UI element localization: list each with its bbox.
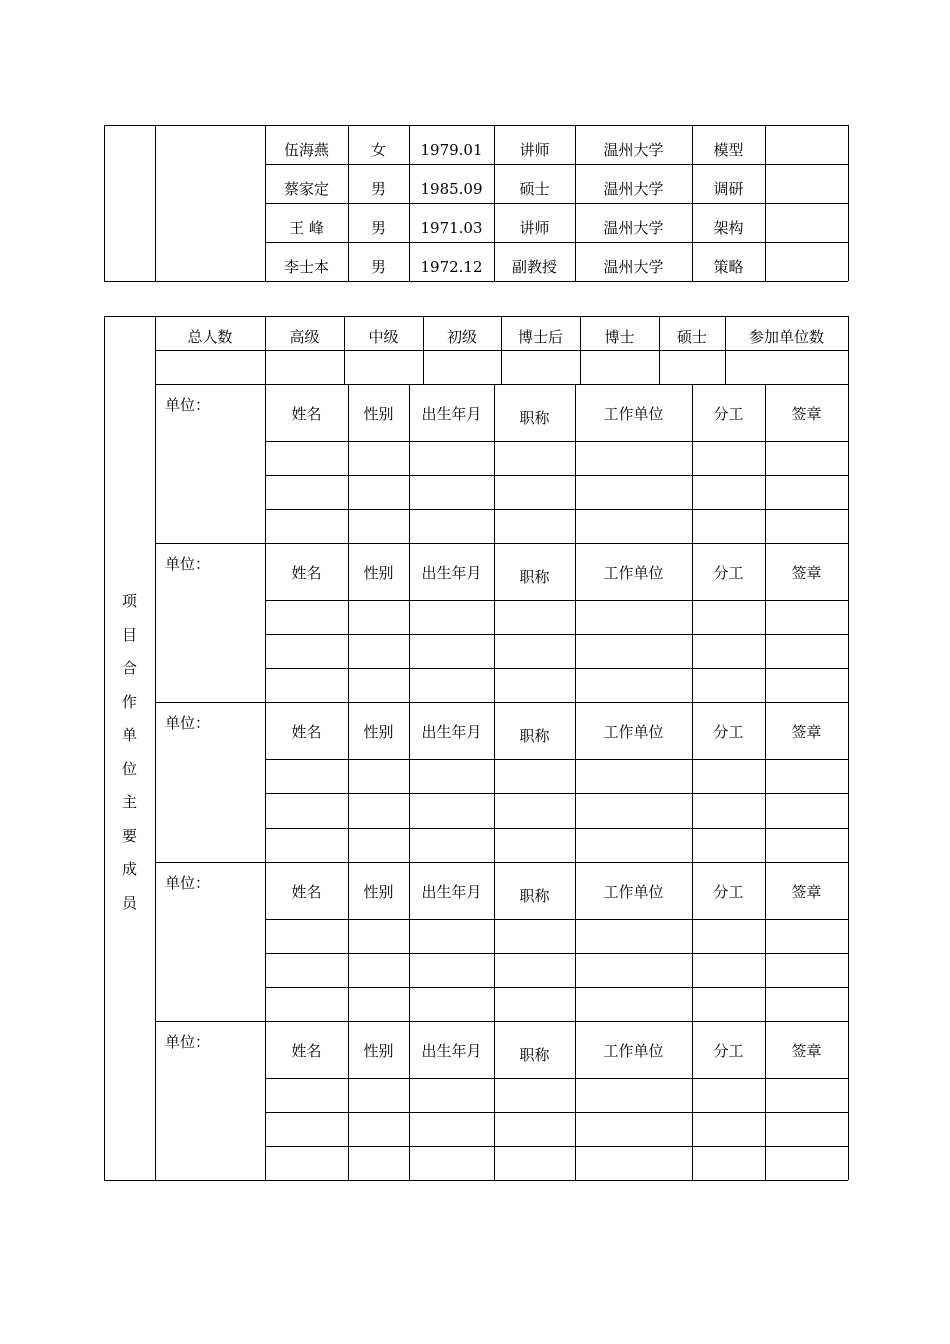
role-header: 分工 <box>713 1041 744 1060</box>
summary-value <box>265 350 344 384</box>
table-rule <box>104 316 848 317</box>
table-rule <box>155 125 156 281</box>
gender-header: 性别 <box>363 1041 394 1060</box>
birth-header: 出生年月 <box>421 564 482 583</box>
table-rule <box>265 987 848 988</box>
side-label-char: 作 <box>121 692 137 711</box>
member-name: 伍海燕 <box>283 141 329 159</box>
member-title: 硕士 <box>519 180 550 198</box>
member-signature <box>765 170 848 209</box>
employer-header: 工作单位 <box>603 405 664 423</box>
unit-label: 单位： <box>165 396 211 414</box>
signature-header: 签章 <box>791 1041 822 1060</box>
summary-header: 总人数 <box>187 327 233 346</box>
unit-label: 单位： <box>165 555 211 574</box>
gender-header: 性别 <box>363 723 394 742</box>
member-employer: 温州大学 <box>603 141 664 159</box>
member-signature <box>765 131 848 170</box>
gender-header: 性别 <box>363 882 394 901</box>
table-rule <box>104 1180 848 1181</box>
member-role: 调研 <box>713 180 744 198</box>
summary-value <box>725 350 848 384</box>
member-role: 模型 <box>713 141 744 159</box>
name-header: 姓名 <box>291 882 322 901</box>
table-rule <box>848 316 849 1180</box>
side-label-char: 成 <box>121 860 137 878</box>
side-label-char: 主 <box>121 793 137 811</box>
member-gender: 男 <box>370 258 386 276</box>
table-rule <box>265 475 848 476</box>
unit-label: 单位： <box>165 873 211 892</box>
side-label-char: 位 <box>121 759 137 778</box>
table-rule <box>104 125 848 126</box>
table-rule <box>265 668 848 669</box>
summary-header: 博士后 <box>517 327 563 346</box>
employer-header: 工作单位 <box>603 882 664 901</box>
summary-value <box>155 350 265 384</box>
summary-value <box>423 350 501 384</box>
name-header: 姓名 <box>291 723 322 742</box>
summary-header: 硕士 <box>676 327 707 346</box>
member-title: 副教授 <box>511 258 557 276</box>
side-label-char: 员 <box>121 893 137 912</box>
signature-header: 签章 <box>791 723 822 742</box>
role-header: 分工 <box>713 405 744 423</box>
member-gender: 男 <box>370 219 386 237</box>
member-employer: 温州大学 <box>603 180 664 198</box>
employer-header: 工作单位 <box>603 1041 664 1060</box>
summary-header: 高级 <box>289 327 320 346</box>
member-signature <box>765 209 848 248</box>
title-header: 职称 <box>519 409 550 427</box>
title-header: 职称 <box>519 568 550 587</box>
table-rule <box>104 125 105 281</box>
member-role: 策略 <box>713 258 744 276</box>
member-gender: 男 <box>370 180 386 198</box>
member-gender: 女 <box>370 141 386 159</box>
summary-header: 初级 <box>446 327 477 346</box>
member-name: 蔡家定 <box>283 180 329 198</box>
table-rule <box>848 125 849 281</box>
name-header: 姓名 <box>291 1041 322 1060</box>
birth-header: 出生年月 <box>421 723 482 742</box>
unit-label: 单位： <box>165 714 211 733</box>
member-title: 讲师 <box>519 141 550 159</box>
name-header: 姓名 <box>291 564 322 583</box>
side-label-char: 要 <box>121 826 137 845</box>
side-label <box>104 585 155 920</box>
unit-label: 单位： <box>165 1032 211 1051</box>
birth-header: 出生年月 <box>421 882 482 901</box>
member-name: 王 峰 <box>289 219 324 237</box>
member-birth: 1985.09 <box>420 180 483 198</box>
table-rule <box>265 1112 848 1113</box>
member-birth: 1979.01 <box>420 141 483 159</box>
member-role: 架构 <box>713 219 744 237</box>
summary-value <box>659 350 725 384</box>
employer-header: 工作单位 <box>603 564 664 583</box>
title-header: 职称 <box>519 727 550 746</box>
member-signature <box>765 248 848 287</box>
summary-header: 中级 <box>368 327 399 346</box>
birth-header: 出生年月 <box>421 1041 482 1060</box>
signature-header: 签章 <box>791 882 822 901</box>
summary-value <box>580 350 659 384</box>
gender-header: 性别 <box>363 564 394 583</box>
employer-header: 工作单位 <box>603 723 664 742</box>
member-employer: 温州大学 <box>603 258 664 276</box>
summary-header: 博士 <box>604 327 635 346</box>
member-employer: 温州大学 <box>603 219 664 237</box>
table-rule <box>265 953 848 954</box>
signature-header: 签章 <box>791 564 822 583</box>
table-rule <box>265 828 848 829</box>
summary-header: 参加单位数 <box>748 327 824 346</box>
name-header: 姓名 <box>291 405 322 423</box>
birth-header: 出生年月 <box>421 405 482 423</box>
side-label-char: 目 <box>121 625 137 644</box>
title-header: 职称 <box>519 1045 550 1064</box>
member-birth: 1971.03 <box>420 219 483 237</box>
member-name: 李士本 <box>283 258 329 276</box>
role-header: 分工 <box>713 564 744 583</box>
table-rule <box>265 793 848 794</box>
signature-header: 签章 <box>791 405 822 423</box>
role-header: 分工 <box>713 723 744 742</box>
table-rule <box>265 634 848 635</box>
summary-value <box>344 350 423 384</box>
member-title: 讲师 <box>519 219 550 237</box>
member-birth: 1972.12 <box>420 258 483 276</box>
table-rule <box>265 1146 848 1147</box>
gender-header: 性别 <box>363 405 394 423</box>
role-header: 分工 <box>713 882 744 901</box>
side-label-char: 合 <box>121 659 137 677</box>
side-label-char: 单 <box>121 726 137 744</box>
table-rule <box>265 509 848 510</box>
title-header: 职称 <box>519 886 550 905</box>
summary-value <box>501 350 580 384</box>
side-label-char: 项 <box>121 592 137 610</box>
